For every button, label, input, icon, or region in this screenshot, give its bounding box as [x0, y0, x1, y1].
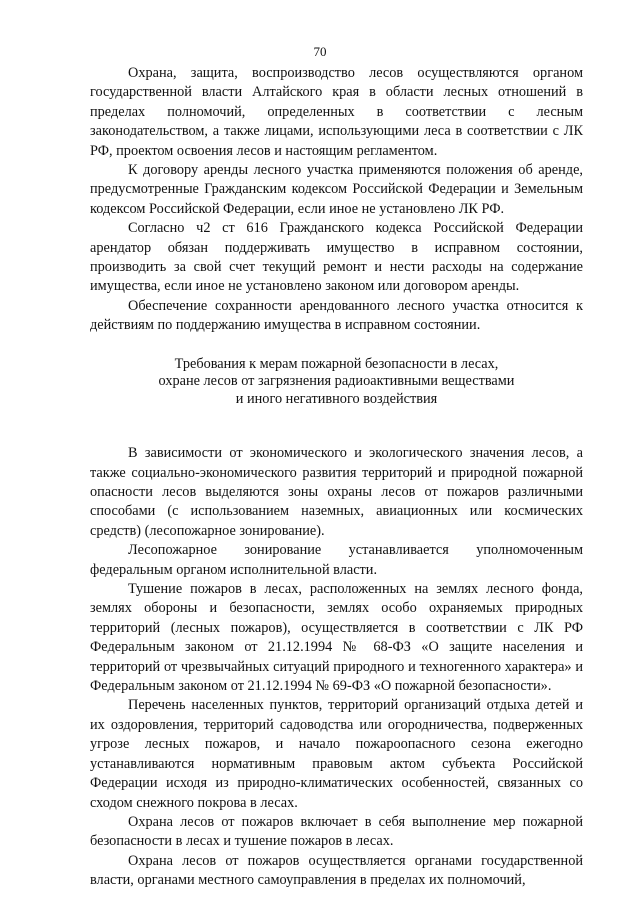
heading-line: охране лесов от загрязнения радиоактивными веществами — [158, 373, 515, 390]
heading-line: Требования к мерам пожарной безопасности в лесах, — [174, 355, 499, 372]
paragraph: Согласно ч2 ст 616 Гражданского кодекса Российской Федерации арендатор обязан поддерживать имущество в исправном состоянии, производить за свой счет текущий ремонт и нести расходы на содержание имущества, если иное не установлено законом или договором аренды. — [90, 220, 583, 295]
heading-line: и иного негативного воздействия — [235, 390, 438, 407]
section-heading — [90, 356, 583, 409]
paragraph: В зависимости от экономического и экологического значения лесов, а также социально-экономического развития территорий и природной пожарной опасности лесов выделяются зоны охраны лесов от пожаров различными способами (с использованием наземных, авиационных или космических средств) (лесопожарное зонирование). — [90, 445, 583, 539]
paragraph: Обеспечение сохранности арендованного лесного участка относится к действиям по поддержанию имущества в исправном состоянии. — [90, 297, 583, 334]
paragraph: Охрана лесов от пожаров осуществляется органами государственной власти, органами местного самоуправления в пределах их полномочий, — [90, 852, 583, 889]
paragraph: Лесопожарное зонирование устанавливается уполномоченным федеральным органом исполнительной власти. — [90, 542, 583, 578]
paragraph: Тушение пожаров в лесах, расположенных на землях лесного фонда, землях обороны и безопасности, землях особо охраняемых природных территорий (лесных пожаров), осуществляется в соответствии с ЛК РФ Федеральным законом от 21.12.1994 № 68-ФЗ «О защите населения и территорий от чрезвычайных ситуаций природного и техногенного характера» и Федеральным законом от 21.12.1994 № 69-ФЗ «О пожарной безопасности». — [90, 581, 583, 695]
paragraph: Перечень населенных пунктов, территорий организаций отдыха детей и их оздоровления, территорий садоводства или огородничества, подверженных угрозе лесных пожаров, и начало пожароопасного сезона ежегодно устанавливаются нормативным правовым актом субъекта Российской Федерации исходя из природно-климатических особенностей, связанных со сходом снежного покрова в лесах. — [90, 697, 583, 811]
document-body — [90, 64, 583, 891]
page-number: 70 — [313, 44, 327, 59]
paragraph: К договору аренды лесного участка применяются положения об аренде, предусмотренные Гражданским кодексом Российской Федерации и Земельным кодексом Российской Федерации, если иное не установлено ЛК РФ. — [90, 162, 583, 217]
paragraph: Охрана, защита, воспроизводство лесов осуществляются органом государственной власти Алтайского края в области лесных отношений в пределах полномочий, определенных в соответствии с лесным законодательством, а также лицами, использующими леса в соответствии с ЛК РФ, проектом освоения лесов и настоящим регламентом. — [90, 65, 583, 159]
paragraph: Охрана лесов от пожаров включает в себя выполнение мер пожарной безопасности в лесах и тушение пожаров в лесах. — [90, 813, 583, 850]
